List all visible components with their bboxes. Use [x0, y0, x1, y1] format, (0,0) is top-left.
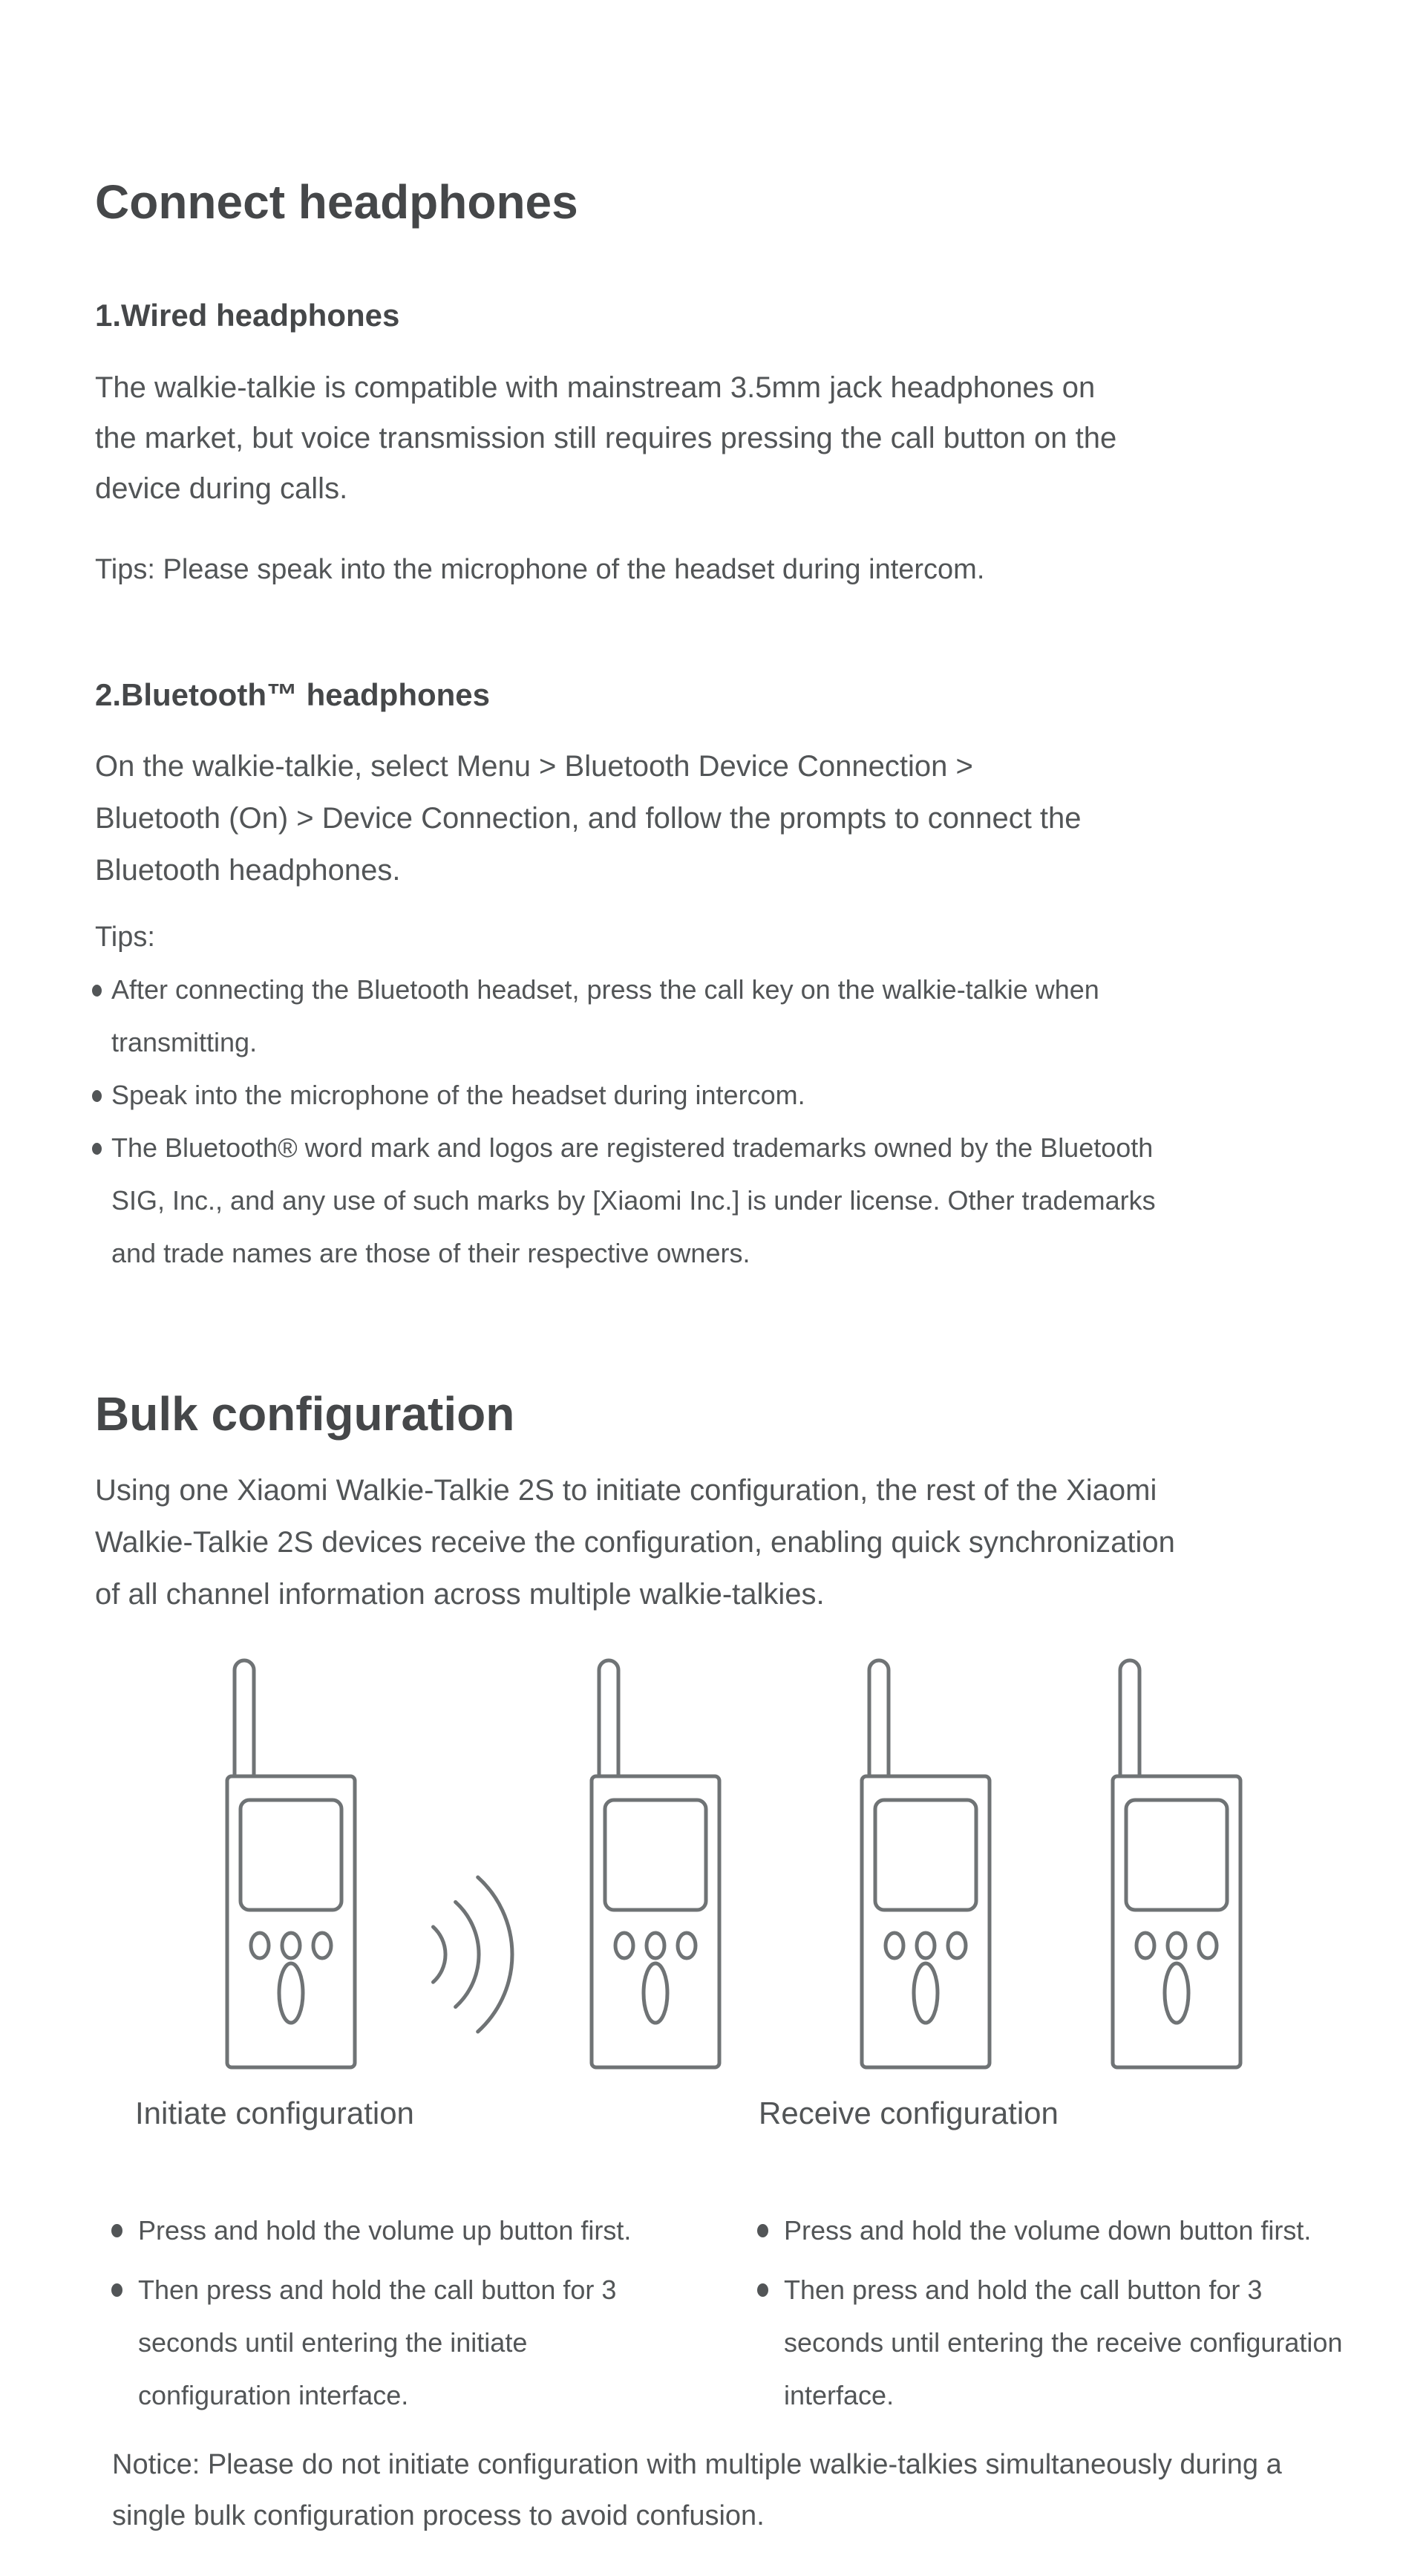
walkie-talkie-icon: [1113, 1660, 1240, 2067]
list-item: [757, 2204, 1342, 2257]
subheading-wired-headphones: 1.Wired headphones: [95, 298, 400, 333]
paragraph-line: the market, but voice transmission still requires pressing the call button on the: [95, 422, 1117, 454]
receive-configuration-label: Receive configuration: [759, 2096, 1059, 2130]
list-item-line: Then press and hold the call button for 3: [138, 2275, 617, 2305]
bluetooth-paragraph: [95, 740, 1082, 896]
paragraph-line: of all channel information across multiple walkie-talkies.: [95, 1578, 825, 1611]
list-item-line: Press and hold the volume up button first.: [138, 2215, 632, 2246]
list-item-line: SIG, Inc., and any use of such marks by [Xiaomi Inc.] is under license. Other trademarks: [111, 1185, 1156, 1216]
list-item: [92, 1069, 1156, 1121]
list-item-line: seconds until entering the receive configuration: [784, 2327, 1343, 2358]
bullet-dot-icon: [111, 2224, 122, 2237]
list-item: [92, 1121, 1156, 1279]
bluetooth-tips-label: Tips:: [95, 922, 155, 953]
paragraph-line: Walkie-Talkie 2S devices receive the configuration, enabling quick synchronization: [95, 1526, 1175, 1559]
walkie-talkie-illustration-svg: [178, 1657, 1262, 2073]
wired-tips-line: Tips: Please speak into the microphone of the headset during intercom.: [95, 554, 985, 585]
paragraph-line: device during calls.: [95, 472, 348, 505]
signal-waves-icon: [434, 1877, 512, 2032]
paragraph-line: Bluetooth (On) > Device Connection, and follow the prompts to connect the: [95, 802, 1082, 835]
list-item: [757, 2263, 1342, 2422]
list-item-line: Press and hold the volume down button first.: [784, 2215, 1312, 2246]
walkie-talkie-icon: [227, 1660, 355, 2067]
initiate-configuration-label: Initiate configuration: [135, 2096, 414, 2130]
bluetooth-tips-list: [92, 963, 1156, 1279]
notice-line: Notice: Please do not initiate configuration with multiple walkie-talkies simultaneously during a: [112, 2449, 1282, 2480]
list-item-line: Then press and hold the call button for 3: [784, 2275, 1263, 2305]
paragraph-line: On the walkie-talkie, select Menu > Bluetooth Device Connection >: [95, 750, 973, 783]
bullet-dot-icon: [111, 2283, 122, 2297]
list-item-line: transmitting.: [111, 1027, 258, 1057]
receive-steps-list: [757, 2204, 1342, 2422]
list-item: [92, 963, 1156, 1069]
walkie-talkie-icon: [592, 1660, 719, 2067]
bulk-paragraph: [95, 1464, 1175, 1620]
bullet-dot-icon: [757, 2224, 768, 2237]
notice-line: single bulk configuration process to avoid confusion.: [112, 2500, 765, 2531]
list-item-line: interface.: [784, 2380, 894, 2410]
list-item-line: seconds until entering the initiate: [138, 2327, 528, 2358]
bullet-dot-icon: [92, 1143, 102, 1155]
list-item-line: The Bluetooth® word mark and logos are registered trademarks owned by the Bluetooth: [111, 1132, 1154, 1163]
section-title-bulk-configuration: Bulk configuration: [95, 1387, 515, 1441]
bullet-dot-icon: [92, 1090, 102, 1102]
walkie-talkie-illustration: [178, 1657, 1262, 2073]
section-title-connect-headphones: Connect headphones: [95, 175, 578, 229]
list-item: [111, 2263, 631, 2422]
paragraph-line: Bluetooth headphones.: [95, 854, 401, 887]
paragraph-line: The walkie-talkie is compatible with mainstream 3.5mm jack headphones on: [95, 371, 1096, 404]
list-item-line: After connecting the Bluetooth headset, press the call key on the walkie-talkie when: [111, 974, 1099, 1005]
paragraph-line: Using one Xiaomi Walkie-Talkie 2S to initiate configuration, the rest of the Xiaomi: [95, 1474, 1157, 1507]
list-item-line: Speak into the microphone of the headset during intercom.: [111, 1080, 805, 1110]
notice-paragraph: [112, 2439, 1282, 2542]
walkie-talkie-icon: [862, 1660, 990, 2067]
list-item-line: configuration interface.: [138, 2380, 409, 2410]
initiate-steps-list: [111, 2204, 631, 2422]
bullet-dot-icon: [92, 985, 102, 997]
bullet-dot-icon: [757, 2283, 768, 2297]
list-item-line: and trade names are those of their respective owners.: [111, 1238, 750, 1268]
subheading-bluetooth-headphones: 2.Bluetooth™ headphones: [95, 677, 491, 712]
list-item: [111, 2204, 631, 2257]
wired-paragraph: [95, 362, 1116, 514]
